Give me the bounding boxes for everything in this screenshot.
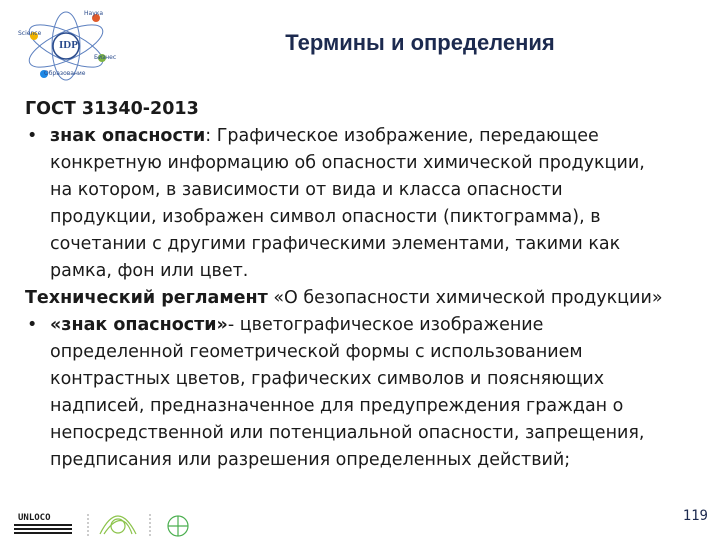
footer-logo-text: UNLOCO bbox=[18, 513, 51, 523]
definition-text: - цветографическое изображение bbox=[227, 315, 544, 335]
logo-tag: Бизнес bbox=[94, 54, 117, 61]
definition-line: сочетании с другими графическими элементами, такими как bbox=[50, 234, 621, 254]
definition-line: контрастных цветов, графических символов и поясняющих bbox=[50, 369, 605, 389]
slide-footer bbox=[0, 504, 720, 540]
slide-body bbox=[25, 96, 715, 474]
definition-line: рамка, фон или цвет. bbox=[50, 261, 249, 281]
bullet-icon: • bbox=[27, 315, 38, 335]
definition-line: непосредственной или потенциальной опасности, запрещения, bbox=[50, 423, 645, 443]
definition-line: конкретную информацию об опасности химической продукции, bbox=[50, 153, 645, 173]
definition-line: определенной геометрической формы с использованием bbox=[50, 342, 583, 362]
section-heading-gost: ГОСТ 31340-2013 bbox=[25, 99, 199, 119]
definition-item bbox=[25, 123, 715, 150]
slide-title: Термины и определения bbox=[285, 30, 555, 55]
logo-tag: Образование bbox=[44, 70, 86, 77]
term: «знак опасности» bbox=[50, 315, 228, 335]
page-number: 119 bbox=[682, 508, 708, 524]
logo-center-text: IDP bbox=[59, 39, 78, 51]
definition-item bbox=[25, 312, 715, 339]
regulation-name: «О безопасности химической продукции» bbox=[267, 288, 663, 308]
section-heading-regulation bbox=[25, 285, 715, 312]
definition-line: продукции, изображен символ опасности (пиктограмма), в bbox=[50, 207, 601, 227]
org-logo bbox=[14, 6, 124, 86]
term-colon: : bbox=[205, 126, 212, 146]
logo-tag: Science bbox=[18, 30, 42, 37]
definition-line: предписания или разрешения определенных действий; bbox=[50, 450, 571, 470]
footer-logos-icon bbox=[0, 504, 240, 540]
definition-line: на котором, в зависимости от вида и класса опасности bbox=[50, 180, 563, 200]
regulation-prefix: Технический регламент bbox=[25, 288, 268, 308]
definition-text: Графическое изображение, передающее bbox=[211, 126, 599, 146]
bullet-icon: • bbox=[27, 126, 38, 146]
logo-tag: Наука bbox=[84, 10, 104, 17]
definition-line: надписей, предназначенное для предупреждения граждан о bbox=[50, 396, 624, 416]
term: знак опасности bbox=[50, 126, 206, 146]
